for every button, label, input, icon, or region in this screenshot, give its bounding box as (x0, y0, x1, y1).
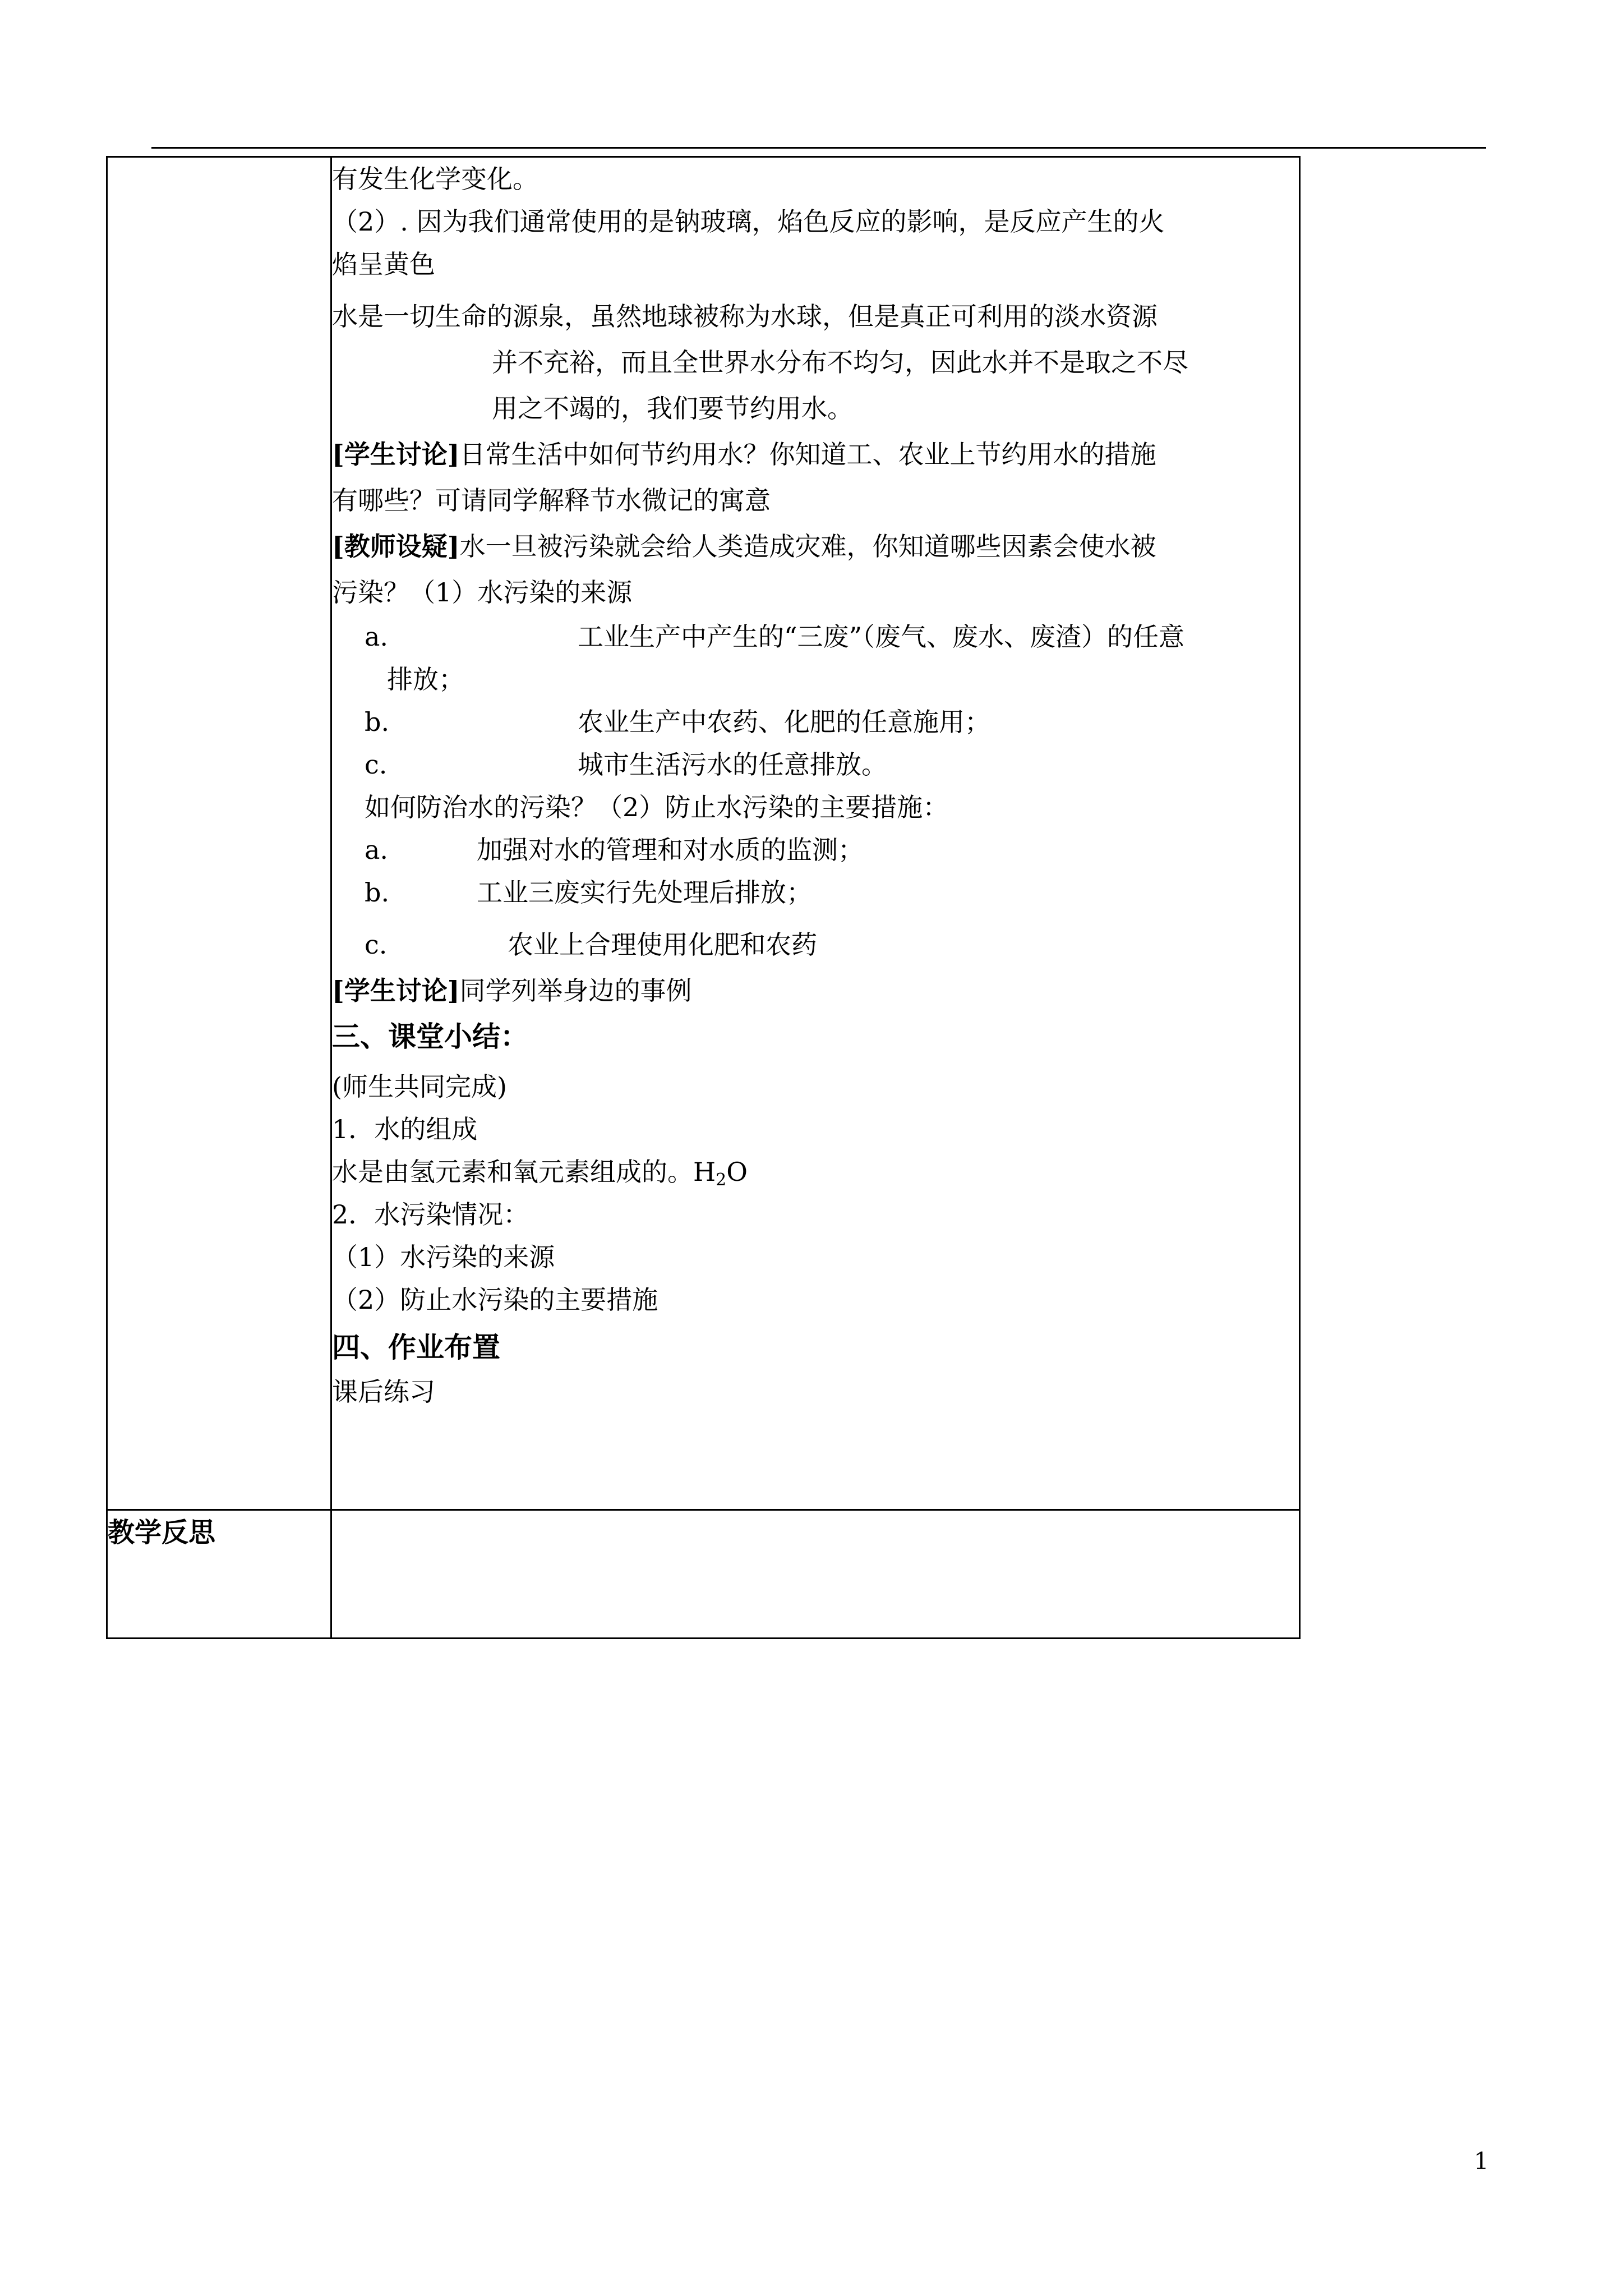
text-line: （1）水污染的来源 (332, 1242, 555, 1272)
teacher-question-tag: [教师设疑] (332, 531, 460, 562)
content-row (107, 157, 1300, 1510)
text-line: 有发生化学变化。 (332, 164, 538, 194)
list-letter: a. (365, 622, 389, 652)
list-item (332, 871, 1299, 914)
student-discussion-tag: [学生讨论] (332, 439, 460, 470)
list-item (332, 743, 1299, 786)
list-item (332, 922, 1299, 968)
list-item (332, 701, 1299, 743)
text-span: 水一旦被污染就会给人类造成灾难，你知道哪些因素会使水被 (459, 531, 1156, 562)
reflection-row (107, 1510, 1300, 1639)
section-heading-summary: 三、课堂小结： (332, 1020, 528, 1053)
list-letter: b. (365, 707, 390, 737)
list-item (332, 615, 1299, 658)
list-text: 工业三废实行先处理后排放； (477, 877, 812, 908)
list-text: 加强对水的管理和对水质的监测； (477, 835, 864, 865)
lesson-plan-table (106, 156, 1301, 1639)
text-line: 用之不竭的，我们要节约用水。 (492, 393, 853, 424)
text-line: （2）防止水污染的主要措施 (332, 1285, 658, 1315)
list-text: 城市生活污水的任意排放。 (578, 749, 887, 780)
formula-line (332, 1151, 1299, 1193)
reflection-body (331, 1510, 1300, 1639)
text-line: 水是一切生命的源泉，虽然地球被称为水球，但是真正可利用的淡水资源 (332, 301, 1158, 332)
text-line: （2）. 因为我们通常使用的是钠玻璃，焰色反应的影响，是反应产生的火 (332, 206, 1165, 237)
text-line: 污染？（1）水污染的来源 (332, 577, 633, 608)
lesson-content-cell (331, 157, 1300, 1510)
page-number: 1 (1474, 2147, 1489, 2175)
student-discussion-line (332, 968, 1299, 1014)
text-line: 课后练习 (332, 1377, 435, 1407)
text-line: 焰呈黄色 (332, 249, 435, 279)
text-span: 同学列举身边的事例 (459, 976, 692, 1006)
header-rule (151, 147, 1486, 149)
teacher-question-line (332, 523, 1299, 569)
student-discussion-tag: [学生讨论] (332, 976, 460, 1006)
section-heading-homework: 四、作业布置 (332, 1331, 500, 1364)
text-line: 1．水的组成 (332, 1114, 478, 1144)
list-text: 农业生产中农药、化肥的任意施用； (578, 707, 990, 737)
list-text: 工业生产中产生的“三废”（废气、废水、废渣）的任意 (578, 622, 1185, 652)
list-letter: a. (365, 835, 389, 865)
reflection-label: 教学反思 (107, 1510, 331, 1639)
list-item (332, 829, 1299, 871)
list-letter: c. (365, 930, 388, 960)
text-line: 有哪些？可请同学解释节水微记的寓意 (332, 485, 771, 516)
text-line: 并不充裕，而且全世界水分布不均匀，因此水并不是取之不尽 (492, 347, 1188, 378)
list-text: 农业上合理使用化肥和农药 (508, 930, 817, 960)
text-line: 排放； (387, 664, 464, 694)
text-span: 日常生活中如何节约用水？你知道工、农业上节约用水的措施 (459, 439, 1156, 470)
student-discussion-line (332, 431, 1299, 477)
row-label-cell (107, 157, 331, 1510)
text-span: 水是由氢元素和氧元素组成的。H (332, 1157, 716, 1187)
text-line: (师生共同完成) (332, 1071, 507, 1102)
text-line: 如何防治水的污染？（2）防止水污染的主要措施： (365, 792, 949, 822)
text-span: O (726, 1157, 748, 1187)
list-letter: b. (365, 877, 390, 908)
text-line: 2．水污染情况： (332, 1199, 529, 1230)
list-letter: c. (365, 749, 388, 780)
subscript: 2 (716, 1170, 727, 1190)
